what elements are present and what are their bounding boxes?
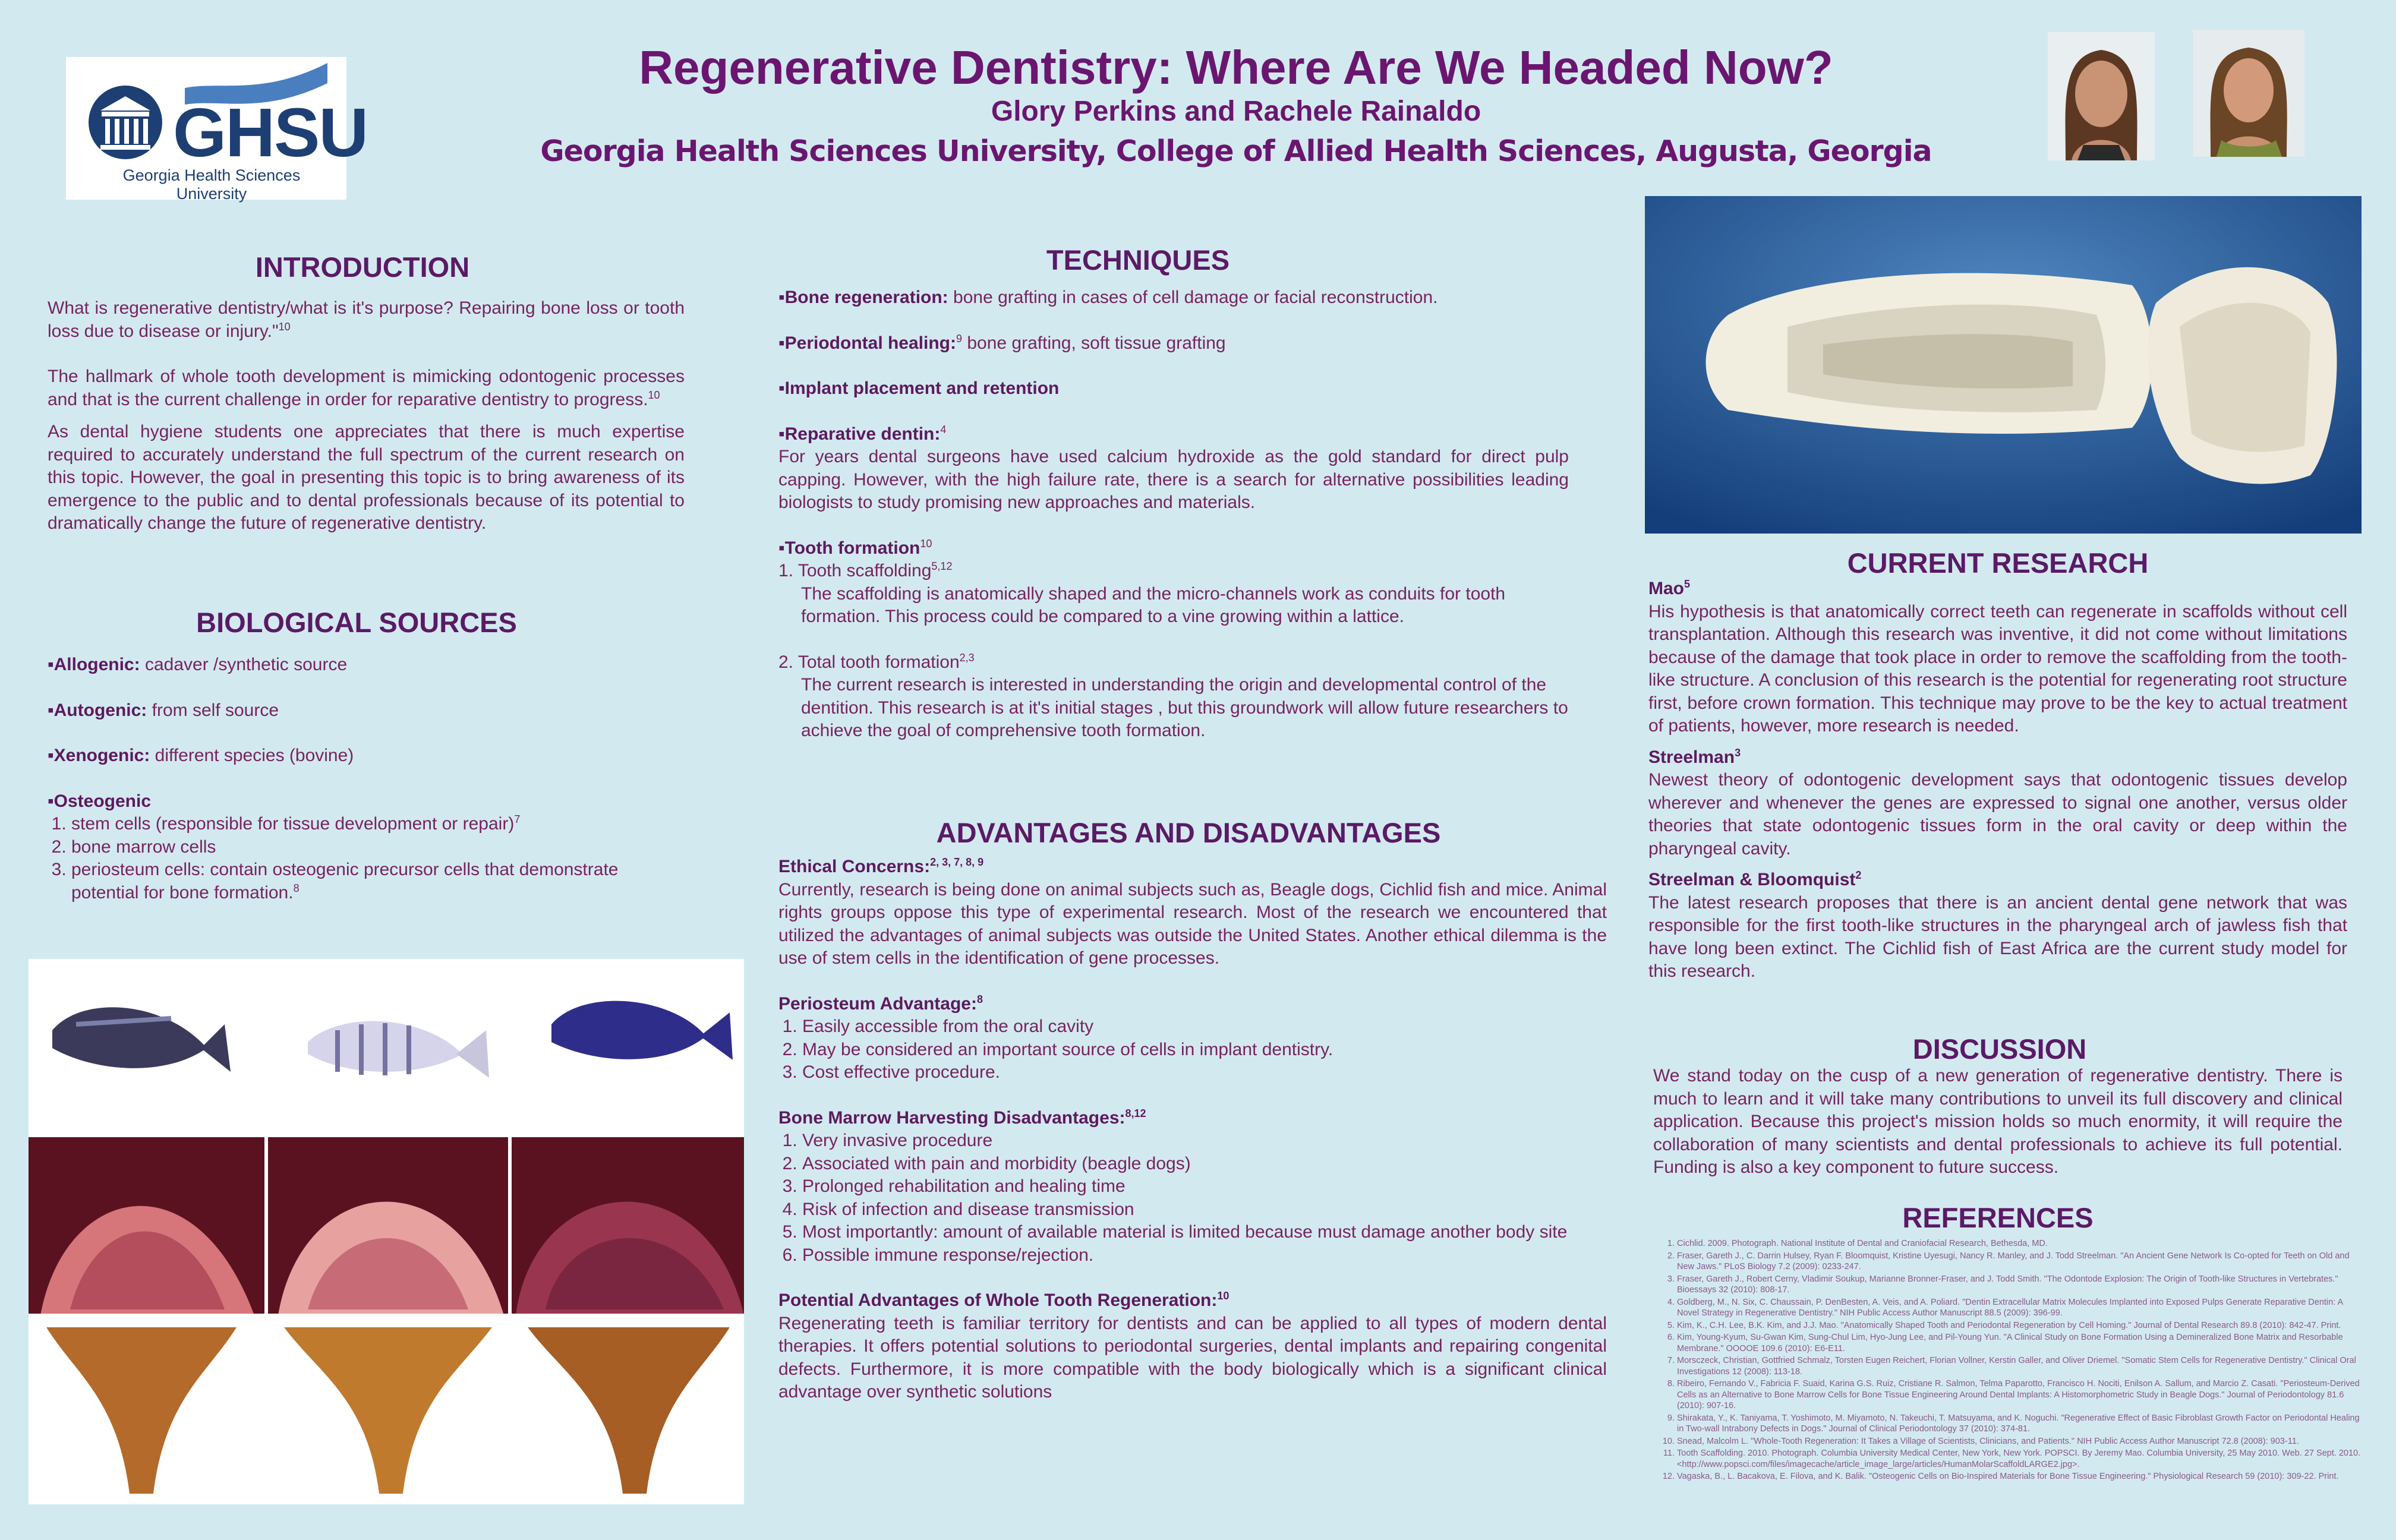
intro-text xyxy=(48,297,685,535)
references-list xyxy=(1651,1238,2362,1484)
tech-total-title: 2. Total tooth formation$^{2,3}$ xyxy=(778,651,975,672)
reference-item: 8. Ribeiro, Fernando V., Fabricia F. Suaid, Karina G.S. Ruiz, Cristiane R. Salmon, Telma Paparotto, Francisco H. Nociti, Enilson A. Sallum, and Marcio Z. Casati. "Periosteum-Derived Cells as an Alternative to Bone Marrow Cells for Bone Tissue Engineering Around Dental Implants: A Histomorphometric Study in Beagle Dogs." Journal of Periodontology 81.6 (2010): 907-16. xyxy=(1677,1378,2362,1412)
research-heading: CURRENT RESEARCH xyxy=(1847,547,2149,579)
techniques-heading: TECHNIQUES xyxy=(1046,244,1230,276)
tech-scaffold-text: The scaffolding is anatomically shaped and the micro-channels work as conduits for tooth formation. This process could be compared to a vine growing within a lattice. xyxy=(801,583,1506,626)
reference-item: 11. Tooth Scaffolding. 2010. Photograph. Columbia University Medical Center, New York, New York. POPSCI. By Jeremy Mao. Columbia University, 25 May 2010. Web. 27 Sept. 2010. <http://www.popsci.com/files/imagecache/article_image_large/articles/HumanMolarScaffoldLARGE2.jpg>. xyxy=(1677,1448,2362,1470)
research-streelman-label: Streelman$^3$ xyxy=(1648,746,1741,767)
bio-item-autogenic: ▪Autogenic: from self source xyxy=(48,700,279,720)
tech-formation: ▪Tooth formation$^{10}$ xyxy=(778,537,932,558)
cichlid-photo-grid xyxy=(29,959,744,1504)
logo-subtitle: Georgia Health Sciences University xyxy=(122,166,301,203)
bio-item-osteogenic: ▪Osteogenic xyxy=(48,791,152,811)
list-item: 2. bone marrow cells xyxy=(71,836,689,859)
osteogenic-list xyxy=(48,813,689,904)
tech-bone: ▪Bone regeneration: bone grafting in cases of cell damage or facial reconstruction. xyxy=(778,288,1438,307)
adv-ethical-label: Ethical Concerns:$^{2, 3, 7, 8, 9}$ xyxy=(778,856,984,876)
intro-p2-ref: 10 xyxy=(648,389,660,401)
discussion-heading: DISCUSSION xyxy=(1912,1033,2087,1065)
adv-perio-list xyxy=(778,1015,1607,1084)
adv-marrow-label: Bone Marrow Harvesting Disadvantages:$^{8,12}$ xyxy=(778,1107,1146,1128)
research-mao-label: Mao$^5$ xyxy=(1648,578,1691,598)
list-item: 3. Cost effective procedure. xyxy=(802,1061,1607,1084)
list-item: 6. Possible immune response/rejection. xyxy=(802,1244,1607,1267)
logo-text: GHSU xyxy=(173,94,368,171)
reference-item: 7. Morsczeck, Christian, Gottfried Schmalz, Torsten Eugen Reichert, Florian Vollner, Kerstin Galler, and Oliver Driemel. "Somatic Stem Cells for Regenerative Dentistry." Clinical Oral Investigations 12 (2008): 113-18. xyxy=(1677,1355,2362,1377)
reference-item: 6. Kim, Young-Kyum, Su-Gwan Kim, Sung-Chul Lim, Hyo-Jung Lee, and Pil-Young Yun. "A Clinical Study on Bone Formation Using a Demineralized Bone Matrix and Resorbable Membrane." OOOOE 109.6 (2010): E6-E11. xyxy=(1677,1332,2362,1354)
list-item: 1. stem cells (responsible for tissue development or repair)$^7$ xyxy=(71,813,689,836)
reference-item: 12. Vagaska, B., L. Bacakova, E. Filova, and K. Balik. "Osteogenic Cells on Bio-Inspired Materials for Bone Tissue Engineering." Physiological Research 59 (2010): 309-22. Print. xyxy=(1677,1471,2362,1482)
intro-heading: INTRODUCTION xyxy=(255,251,470,283)
reference-item: 10. Snead, Malcolm L. "Whole-Tooth Regeneration: It Takes a Village of Scientists, Clinicians, and Patients." NIH Public Access Author Manuscript 72.8 (2008): 903-11. xyxy=(1677,1436,2362,1447)
bio-item-xenogenic: ▪Xenogenic: different species (bovine) xyxy=(48,746,354,765)
research-bloomquist-text: The latest research proposes that there is an ancient dental gene network that was responsible for the first tooth-like structures in the pharyngeal arch of jawless fish that have long been extinct. The Cichlid fish of East Africa are the current study model for this research. xyxy=(1648,892,2347,981)
reference-item: 5. Kim, K., C.H. Lee, B.K. Kim, and J.J. Mao. "Anatomically Shaped Tooth and Periodontal Regeneration by Cell Homing." Journal of Dental Research 89.8 (2010): 842-47. Print. xyxy=(1677,1320,2362,1331)
tech-scaffold-title: 1. Tooth scaffolding$^{5,12}$ xyxy=(778,560,953,580)
research-streelman-text: Newest theory of odontogenic development says that odontogenic tissues develop wherever and whenever the genes are expressed to signal one another, versus older theories that state odontogenic tissues form in the oral cavity or deep within the pharyngeal cavity. xyxy=(1648,770,2347,859)
reference-item: 3. Fraser, Gareth J., Robert Cerny, Vladimir Soukup, Marianne Bronner-Fraser, and J. Todd Smith. "The Odontode Explosion: The Origin of Tooth-like Structures in Vertebrates." Bioessays 32 (2010): 808-17. xyxy=(1677,1274,2362,1296)
adv-marrow-list xyxy=(778,1129,1607,1267)
author-photo-1 xyxy=(2048,32,2155,160)
adv-whole-text: Regenerating teeth is familiar territory for dentists and can be applied to all types of modern dental therapies. It offers potential solutions to periodontal surgeries, dental implants and repairing congenital defects. Furthermore, it is more compatible with the body biologically which is a significant clinical advantage over synthetic solutions xyxy=(778,1313,1607,1402)
list-item: 1. Very invasive procedure xyxy=(802,1129,1607,1153)
intro-p1: What is regenerative dentistry/what is it's purpose? Repairing bone loss or tooth loss due to disease or injury." xyxy=(48,298,685,341)
adv-section xyxy=(778,856,1607,1404)
ghsu-logo xyxy=(66,57,368,203)
tooth-scaffold-photo xyxy=(1645,196,2362,534)
list-item: 2. May be considered an important source of cells in implant dentistry. xyxy=(802,1039,1607,1062)
list-item: 2. Associated with pain and morbidity (beagle dogs) xyxy=(802,1153,1607,1176)
tech-dentin: ▪Reparative dentin:$^4$ xyxy=(778,423,947,444)
poster-affiliation: Georgia Health Sciences University, College of Allied Health Sciences, Augusta, Georgia xyxy=(540,134,1932,168)
research-bloomquist-label: Streelman & Bloomquist$^2$ xyxy=(1648,869,1862,889)
adv-heading: ADVANTAGES AND DISADVANTAGES xyxy=(936,817,1441,848)
adv-ethical-text: Currently, research is being done on animal subjects such as, Beagle dogs, Cichlid fish and mice. Animal rights groups oppose this type of experimental research. Most of the research we encountered that utilized the advantages of animal subjects was outside the United States. Another ethical dilemma is the use of stem cells in the identification of gene processes. xyxy=(778,879,1607,968)
intro-p3: As dental hygiene students one appreciates that there is much expertise required to accurately understand the full spectrum of the current research on this topic. However, the goal in presenting this topic is to bring awareness of its emergence to the public and to dental professionals because of its potential to dramatically change the future of regenerative dentistry. xyxy=(48,422,685,533)
reference-item: 1. Cichlid. 2009. Photograph. National Institute of Dental and Craniofacial Research, Bethesda, MD. xyxy=(1677,1238,2362,1249)
reference-item: 2. Fraser, Gareth J., C. Darrin Hulsey, Ryan F. Bloomquist, Kristine Uyesugi, Nancy R. Manley, and J. Todd Streelman. "An Ancient Gene Network Is Co-opted for Teeth on Old and New Jaws." PLoS Biology 7.2 (2009): 0233-247. xyxy=(1677,1251,2362,1273)
poster-title: Regenerative Dentistry: Where Are We Headed Now? xyxy=(639,41,1833,94)
adv-perio-label: Periosteum Advantage:$^8$ xyxy=(778,993,983,1014)
techniques-list xyxy=(778,286,1569,743)
tech-perio: ▪Periodontal healing:$^9$ bone grafting, soft tissue grafting xyxy=(778,332,1226,353)
list-item: 3. periosteum cells: contain osteogenic precursor cells that demonstrate potential for bone formation.$^8$ xyxy=(71,859,689,904)
author-photo-2 xyxy=(2193,30,2304,157)
reference-item: 4. Goldberg, M., N. Six, C. Chaussain, P. DenBesten, A. Veis, and A. Poliard. "Dentin Extracellular Matrix Molecules Implanted into Exposed Pulps Generate Reparative Dentin: A Novel Strategy in Regenerative Dentistry." NIH Public Access Author Manuscript 88.5 (2009): 396-99. xyxy=(1677,1297,2362,1319)
tech-implant: ▪Implant placement and retention xyxy=(778,378,1060,398)
tech-dentin-text: For years dental surgeons have used calcium hydroxide as the gold standard for direct pulp capping. However, with the high failure rate, there is a search for alternative possibilities leading biologists to study promising new approaches and materials. xyxy=(778,447,1569,512)
list-item: 4. Risk of infection and disease transmission xyxy=(802,1198,1607,1222)
tech-total-text: The current research is interested in understanding the origin and developmental control of the dentition. This research is at it's initial stages , but this groundwork will allow future researchers to achieve the goal of comprehensive tooth formation. xyxy=(801,675,1568,740)
discussion-text: We stand today on the cusp of a new generation of regenerative dentistry. There is much to learn and it will take many contributions to unveil its full discovery and clinical application. Because this project's mission holds so much enormity, it will require the collaboration of many scientists and dental professionals to achieve its full potential. Funding is also a key component to future success. xyxy=(1653,1066,2343,1177)
references-heading: REFERENCES xyxy=(1902,1202,2094,1233)
intro-p1-ref: 10 xyxy=(278,320,291,333)
reference-item: 9. Shirakata, Y., K. Taniyama, T. Yoshimoto, M. Miyamoto, N. Takeuchi, T. Matsuyama, and K. Noguchi. "Regenerative Effect of Basic Fibroblast Growth Factor on Periodontal Healing in Two-wall Intrabony Defects in Dogs." Journal of Clinical Periodontology 37 (2010): 374-81. xyxy=(1677,1413,2362,1435)
list-item: 1. Easily accessible from the oral cavity xyxy=(802,1015,1607,1039)
bio-heading: BIOLOGICAL SOURCES xyxy=(196,607,517,638)
list-item: 3. Prolonged rehabilitation and healing time xyxy=(802,1175,1607,1198)
list-item: 5. Most importantly: amount of available material is limited because must damage another body site xyxy=(802,1221,1607,1244)
intro-p2: The hallmark of whole tooth development is mimicking odontogenic processes and that is the current challenge in order for reparative dentistry to progress. xyxy=(48,367,685,409)
bio-item-allogenic: ▪Allogenic: cadaver /synthetic source xyxy=(48,655,348,674)
adv-whole-label: Potential Advantages of Whole Tooth Regeneration:$^{10}$ xyxy=(778,1290,1229,1310)
poster-authors: Glory Perkins and Rachele Rainaldo xyxy=(991,96,1481,127)
bio-list xyxy=(48,654,689,904)
research-mao-text: His hypothesis is that anatomically correct teeth can regenerate in scaffolds without cell transplantation. Although this research was inventive, it did not come without limitations because of the damage that took place in order to remove the scaffolding from the tooth-like structure. A conclusion of this research is the potential for regenerating root structure first, before crown formation. This technique may prove to be the key to actual treatment of patients, however, more research is needed. xyxy=(1648,601,2347,736)
research-section xyxy=(1648,578,2347,983)
